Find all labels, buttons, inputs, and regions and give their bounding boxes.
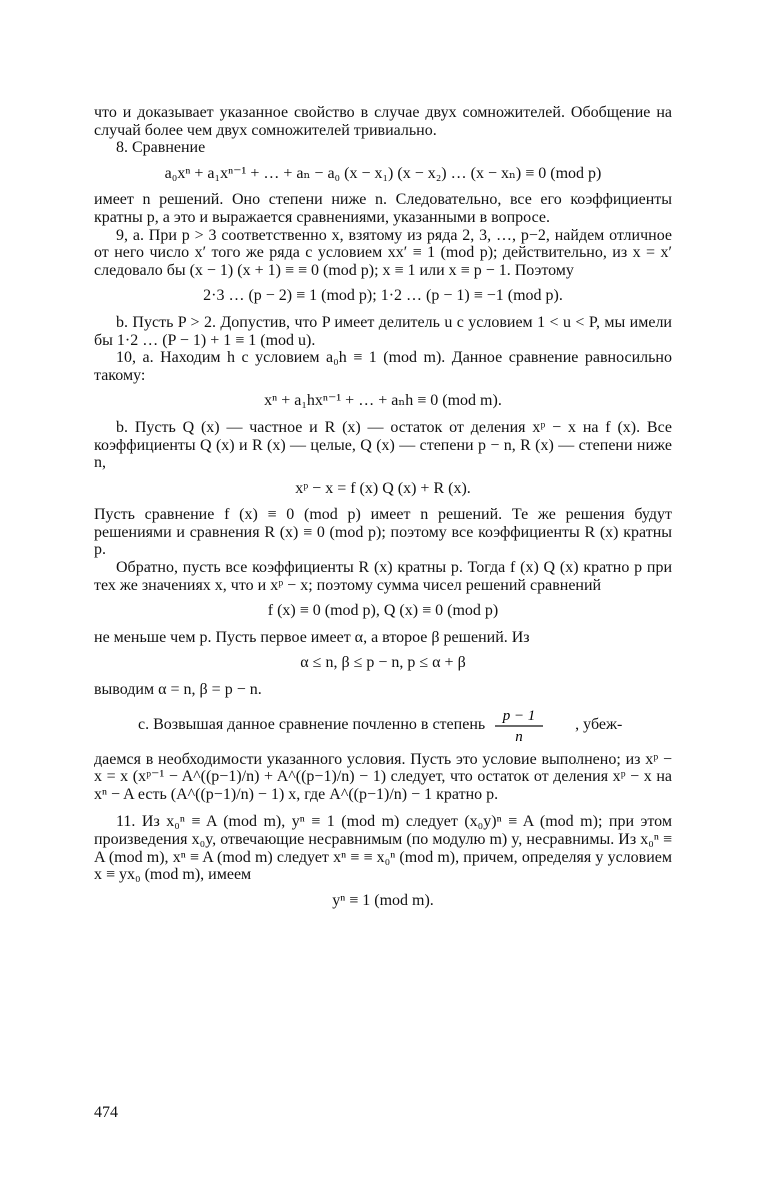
paragraph: даемся в необходимости указанного условия. Пусть это условие выполнено; из xᵖ − x = x (xᵖ⁻¹ − A^((p−1)/n) + A^((p−1)/n) − 1) следует, что остаток от деления xᵖ − x на xⁿ − A есть (A^((p−1)/n) − 1) x, где A^((p−1)/n) − 1 кратно p.: [94, 750, 672, 803]
paragraph-item-11: 11. Из x₀ⁿ ≡ A (mod m), yⁿ ≡ 1 (mod m) следует (x₀y)ⁿ ≡ A (mod m); при этом произведения x₀y, отвечающие несравнимым (по модулю m) y, несравнимы. Из x₀ⁿ ≡ A (mod m), xⁿ ≡ A (mod m) следует xⁿ ≡ ≡ x₀ⁿ (mod m), причем, определяя y условием x ≡ yx₀ (mod m), имеем: [94, 813, 672, 884]
formula-10b: xᵖ − x = f (x) Q (x) + R (x).: [295, 479, 471, 497]
paragraph-item-8: 8. Сравнение: [116, 139, 206, 157]
paragraph-converse: Обратно, пусть все коэффициенты R (x) кратны p. Тогда f (x) Q (x) кратно p при тех же значениях x, что и xᵖ − x; поэтому сумма чисел решений сравнений: [94, 559, 672, 594]
paragraph-item-10a: 10, a. Находим h с условием a₀h ≡ 1 (mod m). Данное сравнение равносильно такому:: [94, 349, 672, 384]
paragraph: имеет n решений. Оно степени ниже n. Следовательно, все его коэффициенты кратны p, а это и выражается сравнениями, указанными в вопросе.: [94, 191, 672, 226]
formula-congruence-8: a₀xⁿ + a₁xⁿ⁻¹ + … + aₙ − a₀ (x − x₁) (x − x₂) … (x − xₙ) ≡ 0 (mod p): [164, 164, 602, 182]
formula-inequalities: α ≤ n, β ≤ p − n, p ≤ α + β: [300, 654, 466, 672]
paragraph-item-9a: 9, a. При p > 3 соответственно x, взятому из ряда 2, 3, …, p−2, найдем отличное от него число x′ того же ряда с условием xx′ ≡ 1 (mod p); действительно, из x = x′ следовало бы (x − 1) (x + 1) ≡ ≡ 0 (mod p); x ≡ 1 или x ≡ p − 1. Поэтому: [94, 226, 672, 279]
formula-11: yⁿ ≡ 1 (mod m).: [332, 891, 434, 909]
text-after-fraction: , убеж-: [575, 715, 623, 733]
formula-10a: xⁿ + a₁hxⁿ⁻¹ + … + aₙh ≡ 0 (mod m).: [264, 392, 502, 410]
page-number: 474: [94, 1104, 118, 1121]
fraction-exponent: [489, 705, 549, 745]
paragraph-item-10b: b. Пусть Q (x) — частное и R (x) — остаток от деления xᵖ − x на f (x). Все коэффициенты Q (x) и R (x) — целые, Q (x) — степени p − n, R (x) — степени ниже n,: [94, 418, 672, 472]
paragraph: выводим α = n, β = p − n.: [94, 681, 262, 699]
paragraph: что и доказывает указанное свойство в случае двух сомножителей. Обобщение на случай более чем двух сомножителей тривиально.: [94, 104, 672, 139]
paragraph-item-9b: b. Пусть P > 2. Допустив, что P имеет делитель u с условием 1 < u < P, мы имели бы 1·2 … (P − 1) + 1 ≡ 1 (mod u).: [94, 313, 672, 349]
formula-fq: f (x) ≡ 0 (mod p), Q (x) ≡ 0 (mod p): [267, 602, 499, 620]
text-before-fraction: c. Возвышая данное сравнение почленно в степень: [138, 715, 486, 733]
paragraph: Пусть сравнение f (x) ≡ 0 (mod p) имеет n решений. Те же решения будут решениями и сравнения R (x) ≡ 0 (mod p); поэтому все коэффициенты R (x) кратны p.: [94, 506, 672, 559]
formula-wilson: 2·3 … (p − 2) ≡ 1 (mod p); 1·2 … (p − 1) ≡ −1 (mod p).: [203, 287, 563, 305]
fraction-denominator: n: [515, 728, 523, 745]
page-text: [94, 104, 672, 918]
paragraph: не меньше чем p. Пусть первое имеет α, а второе β решений. Из: [94, 628, 530, 646]
paragraph-item-10c: [94, 705, 672, 745]
fraction-numerator: p − 1: [502, 707, 536, 724]
